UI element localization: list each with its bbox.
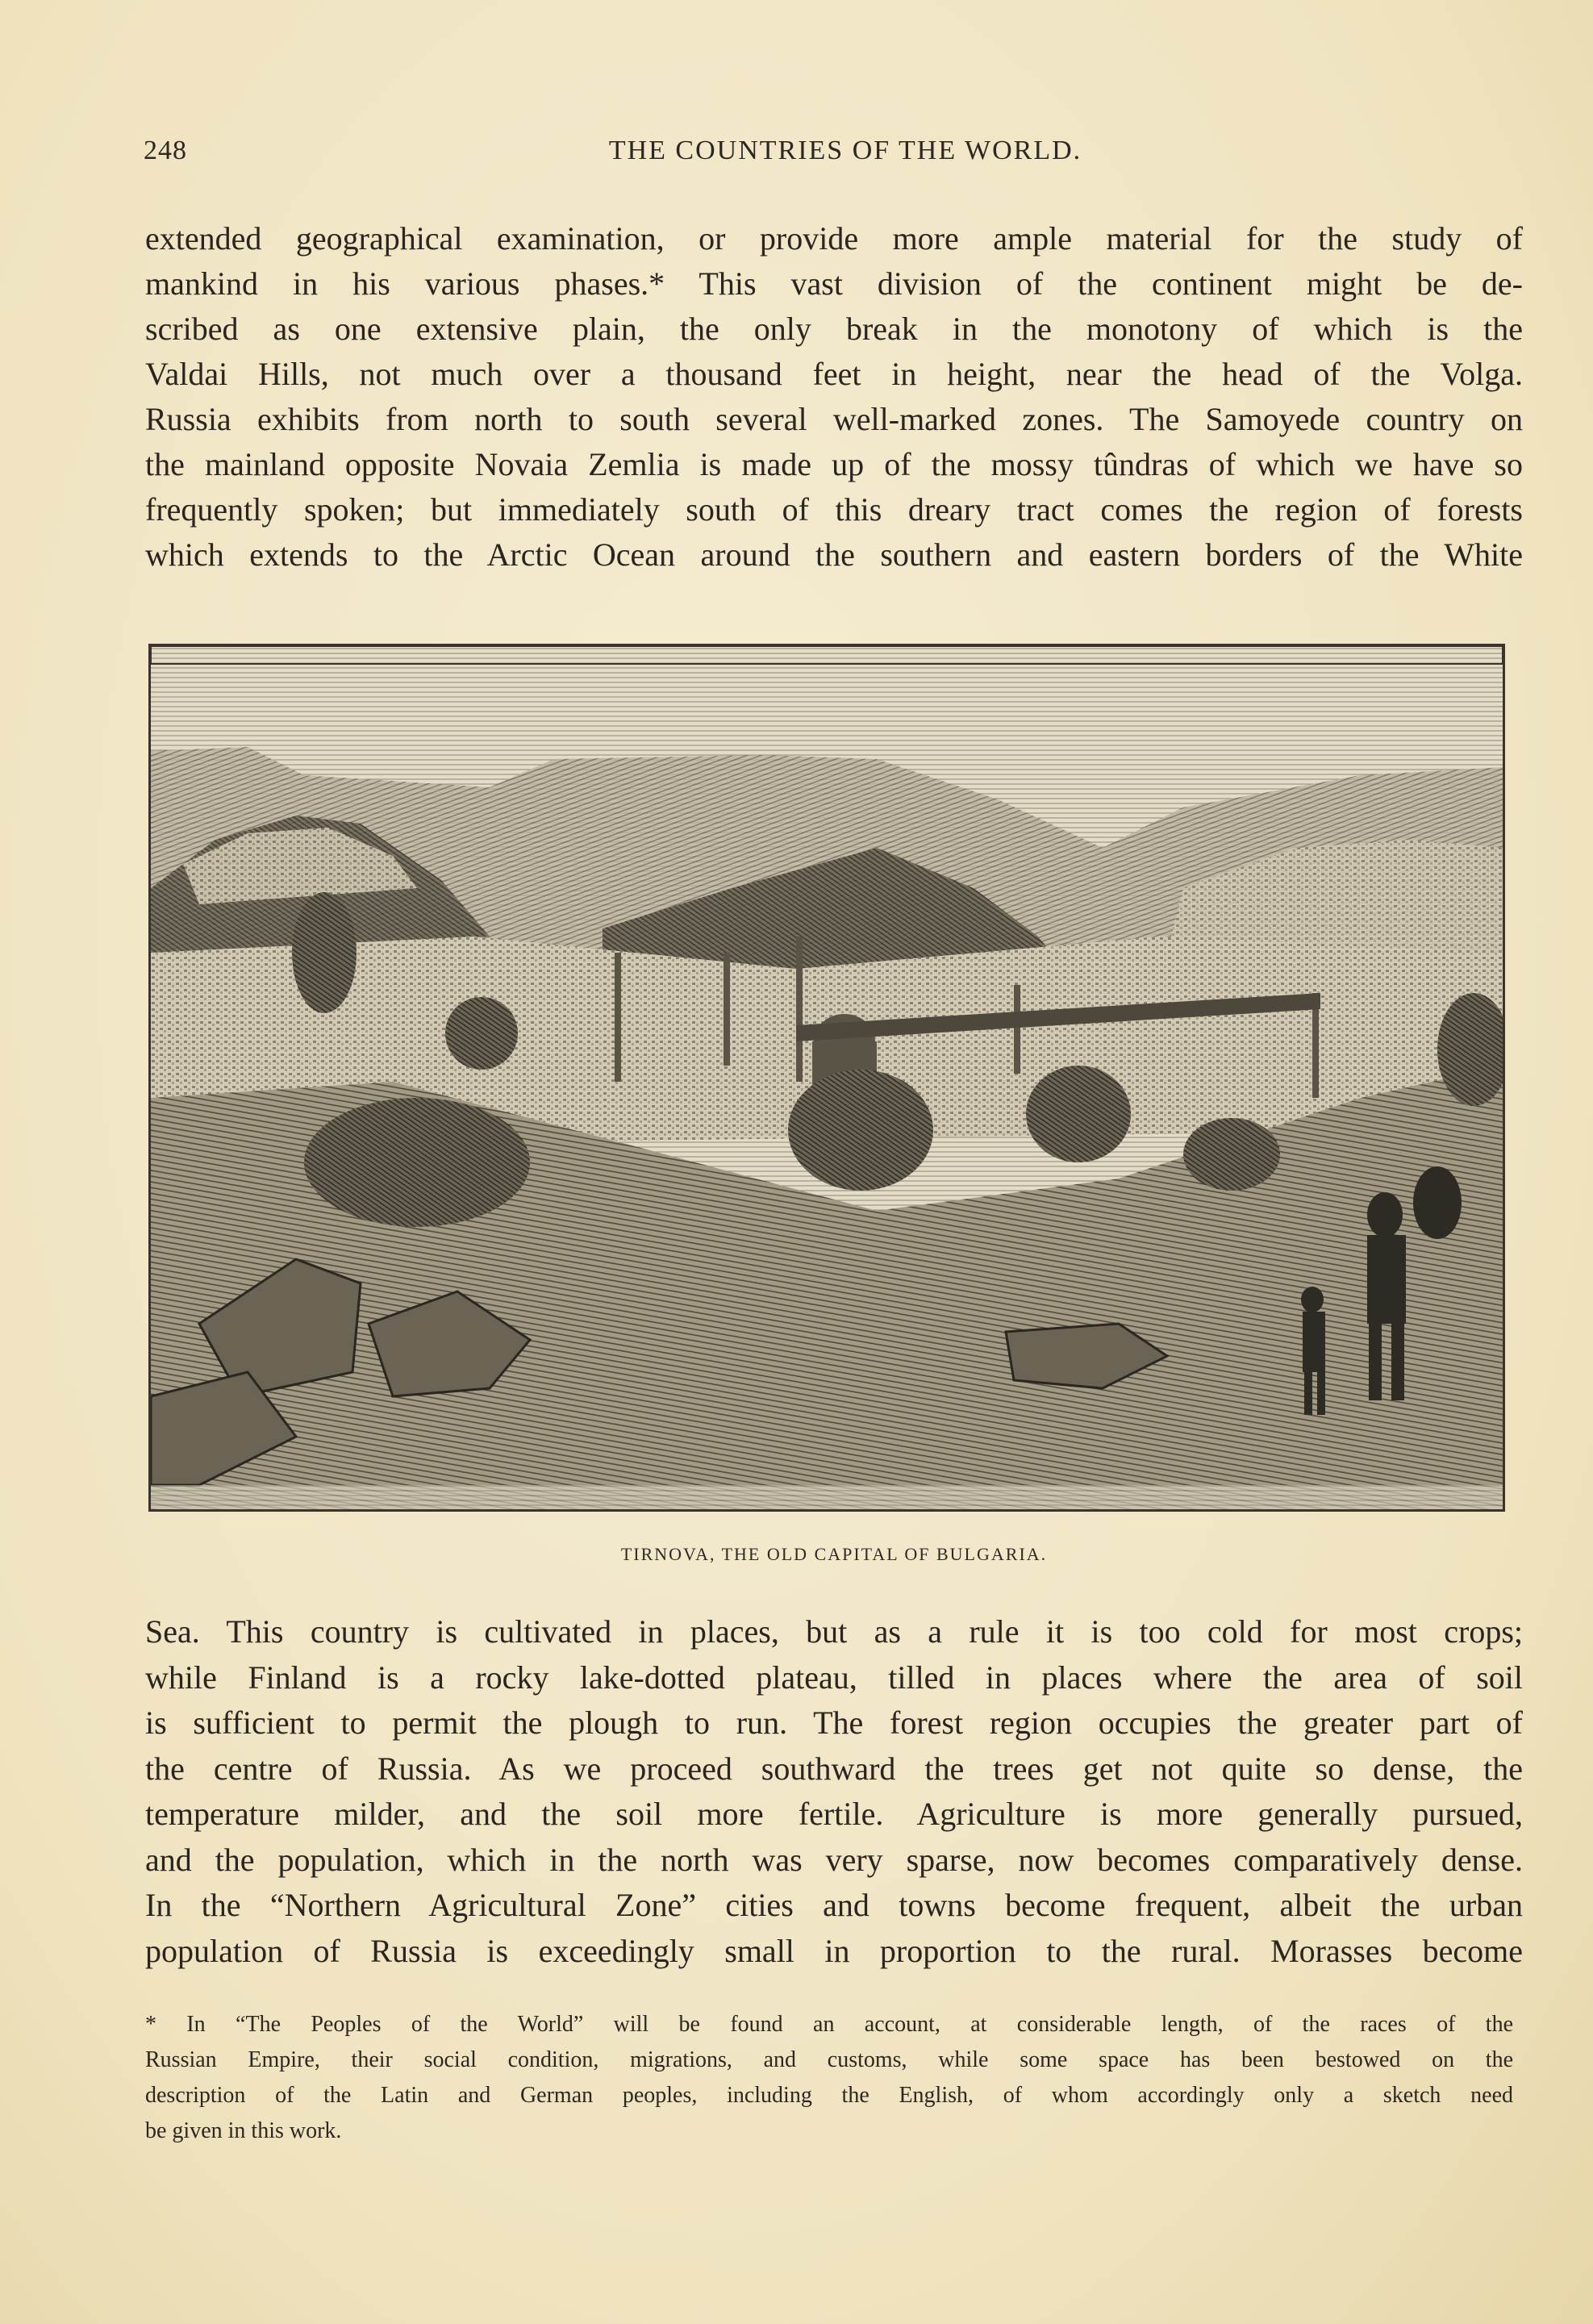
page-header xyxy=(144,136,1515,176)
text-line: the centre of Russia. As we proceed southward the trees get not quite so dense, the xyxy=(145,1750,1523,1787)
engraving-illustration xyxy=(148,644,1505,1512)
footnote-line: * In “The Peoples of the World” will be found an account, at considerable length, of the races of the xyxy=(145,2012,1513,2037)
footnote xyxy=(145,2007,1513,2149)
text-line: population of Russia is exceedingly small in proportion to the rural. Morasses become xyxy=(145,1932,1523,1969)
text-line: Valdai Hills, not much over a thousand feet in height, near the head of the Volga. xyxy=(145,356,1523,392)
text-line: while Finland is a rocky lake-dotted plateau, tilled in places where the area of soil xyxy=(145,1659,1523,1696)
text-line: is sufficient to permit the plough to run. The forest region occupies the greater part of xyxy=(145,1704,1523,1741)
figure-caption: TIRNOVA, THE OLD CAPITAL OF BULGARIA. xyxy=(620,1544,1048,1564)
landscape-engraving xyxy=(151,646,1503,1509)
text-line: mankind in his various phases.* This vast division of the continent might be de- xyxy=(145,265,1523,302)
text-line: temperature milder, and the soil more fertile. Agriculture is more generally pursued, xyxy=(145,1796,1523,1832)
text-line: In the “Northern Agricultural Zone” cities and towns become frequent, albeit the urban xyxy=(145,1887,1523,1923)
text-line: and the population, which in the north was very sparse, now becomes comparatively dense. xyxy=(145,1841,1523,1878)
paragraph-top xyxy=(145,216,1523,578)
paragraph-bottom xyxy=(145,1609,1523,1974)
text-line: Sea. This country is cultivated in places, but as a rule it is too cold for most crops; xyxy=(145,1613,1523,1650)
text-line: the mainland opposite Novaia Zemlia is made up of the mossy tûndras of which we have so xyxy=(145,446,1523,482)
text-line: Russia exhibits from north to south several well-marked zones. The Samoyede country on xyxy=(145,401,1523,437)
text-line: extended geographical examination, or provide more ample material for the study of xyxy=(145,220,1523,257)
footnote-line: be given in this work. xyxy=(145,2118,342,2143)
text-line: which extends to the Arctic Ocean around the southern and eastern borders of the White xyxy=(145,536,1523,573)
footnote-line: description of the Latin and German peoples, including the English, of whom accordingly only a sketch need xyxy=(145,2083,1513,2108)
footnote-line: Russian Empire, their social condition, migrations, and customs, while some space has been bestowed on the xyxy=(145,2047,1513,2072)
text-line: frequently spoken; but immediately south of this dreary tract comes the region of forests xyxy=(145,491,1523,528)
page-number: 248 xyxy=(144,136,187,165)
running-head: THE COUNTRIES OF THE WORLD. xyxy=(608,136,1082,165)
text-line: scribed as one extensive plain, the only break in the monotony of which is the xyxy=(145,311,1523,347)
